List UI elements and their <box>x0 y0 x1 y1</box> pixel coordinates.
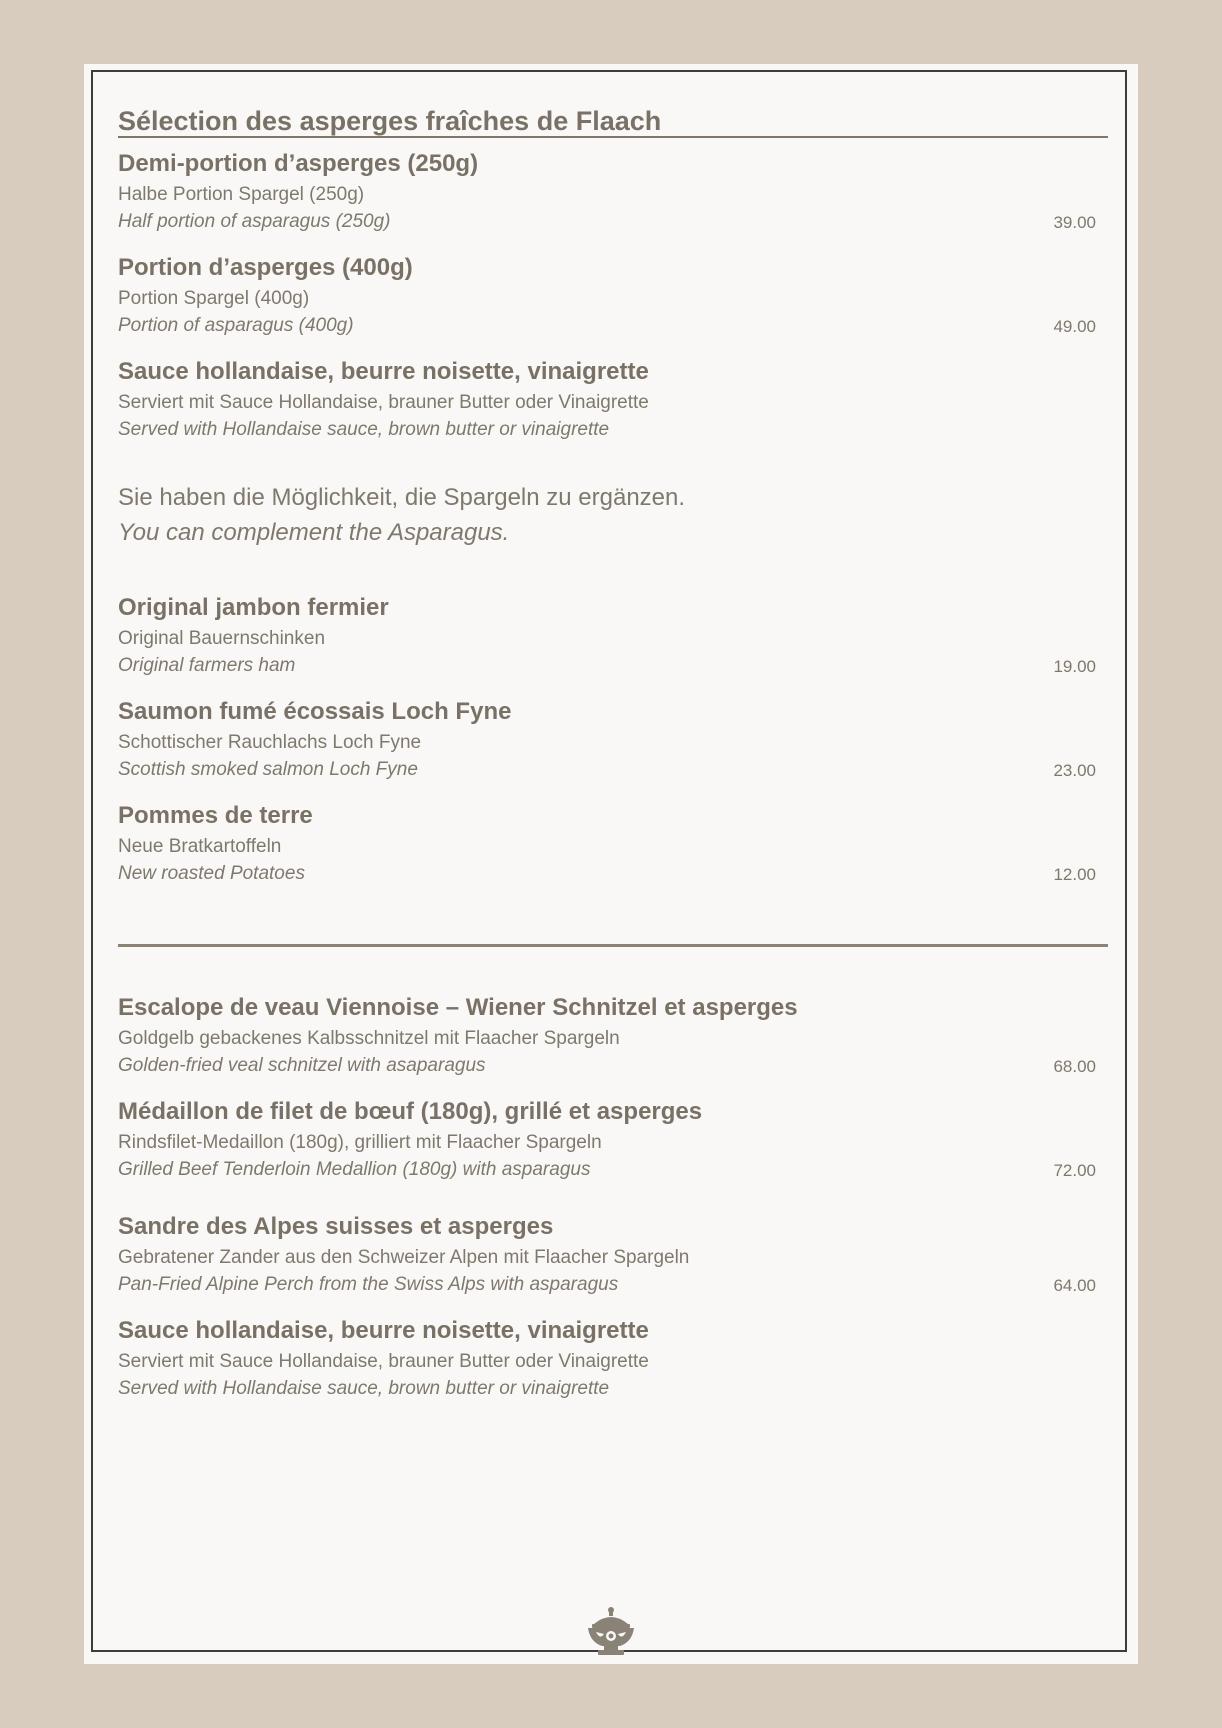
item-title: Original jambon fermier <box>118 594 389 621</box>
item-price: 39.00 <box>1053 213 1096 232</box>
item-en: Golden-fried veal schnitzel with asaparagus <box>118 1055 486 1076</box>
item-title: Sauce hollandaise, beurre noisette, vinaigrette <box>118 358 649 385</box>
item-en: Served with Hollandaise sauce, brown butter or vinaigrette <box>118 1378 610 1399</box>
item-de: Gebratener Zander aus den Schweizer Alpen mit Flaacher Spargeln <box>118 1247 690 1268</box>
item-en: Served with Hollandaise sauce, brown butter or vinaigrette <box>118 419 610 440</box>
item-de: Original Bauernschinken <box>118 628 326 649</box>
item-price: 19.00 <box>1053 657 1096 676</box>
item-title: Sandre des Alpes suisses et asperges <box>118 1213 554 1240</box>
item-title: Demi-portion d’asperges (250g) <box>118 150 479 177</box>
item-de: Halbe Portion Spargel (250g) <box>118 184 365 205</box>
item-title: Saumon fumé écossais Loch Fyne <box>118 698 512 725</box>
item-de: Neue Bratkartoffeln <box>118 836 282 857</box>
item-price: 64.00 <box>1053 1276 1096 1295</box>
item-en: Half portion of asparagus (250g) <box>118 211 391 232</box>
item-en: Portion of asparagus (400g) <box>118 315 354 336</box>
menu-page <box>84 64 1138 1664</box>
item-title: Portion d’asperges (400g) <box>118 254 413 281</box>
item-title: Médaillon de filet de bœuf (180g), grillé et asperges <box>118 1098 703 1125</box>
item-price: 68.00 <box>1053 1057 1096 1076</box>
item-title: Pommes de terre <box>118 802 313 829</box>
item-en: Grilled Beef Tenderloin Medallion (180g) with asparagus <box>118 1159 591 1180</box>
item-en: Scottish smoked salmon Loch Fyne <box>118 759 418 780</box>
item-de: Serviert mit Sauce Hollandaise, brauner Butter oder Vinaigrette <box>118 1351 649 1372</box>
item-de: Serviert mit Sauce Hollandaise, brauner Butter oder Vinaigrette <box>118 392 649 413</box>
item-de: Goldgelb gebackenes Kalbsschnitzel mit Flaacher Spargeln <box>118 1028 620 1049</box>
complement-note-en: You can complement the Asparagus. <box>118 519 510 546</box>
item-title: Sauce hollandaise, beurre noisette, vinaigrette <box>118 1317 649 1344</box>
item-price: 23.00 <box>1053 761 1096 780</box>
item-price: 49.00 <box>1053 317 1096 336</box>
item-title: Escalope de veau Viennoise – Wiener Schnitzel et asperges <box>118 994 798 1021</box>
section-divider <box>118 944 1108 947</box>
item-en: New roasted Potatoes <box>118 863 305 884</box>
tureen-crest-icon <box>582 1606 640 1658</box>
complement-note-de: Sie haben die Möglichkeit, die Spargeln zu ergänzen. <box>118 484 686 511</box>
item-price: 72.00 <box>1053 1161 1096 1180</box>
item-en: Pan-Fried Alpine Perch from the Swiss Alps with asparagus <box>118 1274 619 1295</box>
section-title-rule <box>118 136 1108 138</box>
section-title: Sélection des asperges fraîches de Flaach <box>118 106 662 136</box>
item-de: Rindsfilet-Medaillon (180g), grilliert mit Flaacher Spargeln <box>118 1132 602 1153</box>
item-price: 12.00 <box>1053 865 1096 884</box>
item-en: Original farmers ham <box>118 655 296 676</box>
item-de: Portion Spargel (400g) <box>118 288 310 309</box>
item-de: Schottischer Rauchlachs Loch Fyne <box>118 732 422 753</box>
